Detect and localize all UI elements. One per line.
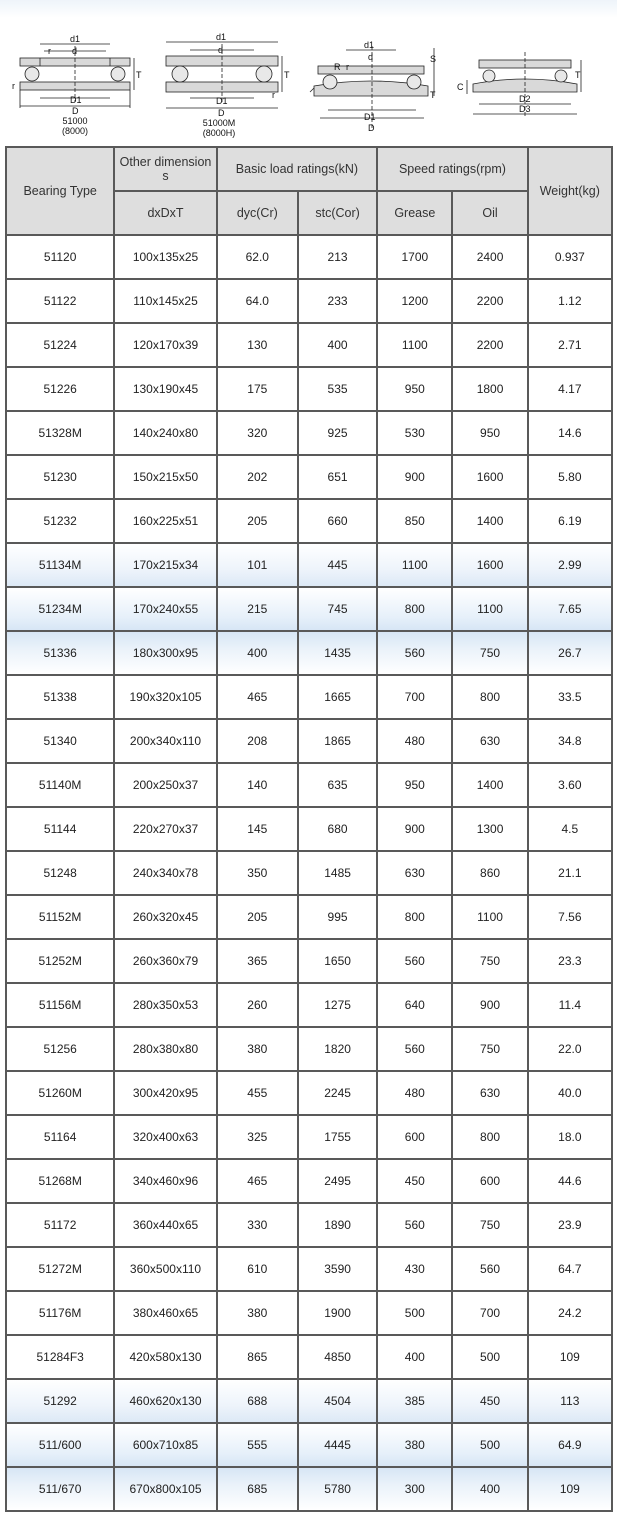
cell-weight: 7.56 [529,896,611,938]
cell-dimensions: 280x380x80 [115,1028,215,1070]
cell-bearing-type: 51272M [7,1248,113,1290]
cell-oil: 750 [453,632,526,674]
cell-weight: 3.60 [529,764,611,806]
label-D1: D1 [216,96,228,106]
cell-grease: 380 [378,1424,451,1466]
cell-stc: 1865 [299,720,376,762]
header-stc: stc(Cor) [299,192,376,234]
cell-weight: 2.71 [529,324,611,366]
header-basic-load-ratings: Basic load ratings(kN) [218,148,377,190]
cell-grease: 500 [378,1292,451,1334]
cell-oil: 1800 [453,368,526,410]
cell-weight: 4.5 [529,808,611,850]
cell-weight: 2.99 [529,544,611,586]
caption-line: 51000 [62,116,88,126]
cell-bearing-type: 51260M [7,1072,113,1114]
cell-stc: 445 [299,544,376,586]
cell-dyc: 260 [218,984,297,1026]
cell-oil: 600 [453,1160,526,1202]
cell-dimensions: 280x350x53 [115,984,215,1026]
label-D: D [218,108,225,118]
label-r: r [346,62,349,72]
label-d1: d1 [364,40,375,50]
cell-weight: 11.4 [529,984,611,1026]
cell-oil: 1600 [453,544,526,586]
bearing-table-container [5,146,611,1512]
cell-bearing-type: 511/670 [7,1468,113,1510]
cell-stc: 651 [299,456,376,498]
cell-bearing-type: 51140M [7,764,113,806]
cell-bearing-type: 51252M [7,940,113,982]
cell-dimensions: 140x240x80 [115,412,215,454]
cell-oil: 750 [453,1204,526,1246]
cell-grease: 560 [378,1204,451,1246]
cell-dimensions: 260x360x79 [115,940,215,982]
cell-dyc: 380 [218,1292,297,1334]
cell-bearing-type: 51268M [7,1160,113,1202]
caption-line: 51000M [202,118,236,128]
header-grease: Grease [378,192,451,234]
label-C: C [457,82,464,92]
diagram-51000 [12,32,142,122]
cell-dyc: 175 [218,368,297,410]
cell-stc: 745 [299,588,376,630]
cell-dyc: 145 [218,808,297,850]
label-T: T [284,70,290,80]
cell-dimensions: 320x400x63 [115,1116,215,1158]
cell-dimensions: 420x580x130 [115,1336,215,1378]
cell-weight: 33.5 [529,676,611,718]
cell-grease: 1700 [378,236,451,278]
cell-stc: 3590 [299,1248,376,1290]
cell-dimensions: 380x460x65 [115,1292,215,1334]
cell-oil: 1400 [453,764,526,806]
label-d: d [368,52,374,62]
table-row [7,1028,611,1070]
header-dyc: dyc(Cr) [218,192,297,234]
cell-dyc: 325 [218,1116,297,1158]
cell-stc: 1650 [299,940,376,982]
cell-grease: 640 [378,984,451,1026]
label-d: d [218,45,224,55]
cell-stc: 635 [299,764,376,806]
cell-oil: 860 [453,852,526,894]
label-r: r [12,81,15,91]
cell-stc: 925 [299,412,376,454]
cell-dyc: 865 [218,1336,297,1378]
cell-weight: 14.6 [529,412,611,454]
cell-bearing-type: 51328M [7,412,113,454]
cell-dyc: 400 [218,632,297,674]
cell-bearing-type: 51248 [7,852,113,894]
cell-weight: 6.19 [529,500,611,542]
table-row [7,1072,611,1114]
cell-bearing-type: 51176M [7,1292,113,1334]
header-speed-ratings: Speed ratings(rpm) [378,148,526,190]
cell-stc: 4504 [299,1380,376,1422]
cell-grease: 400 [378,1336,451,1378]
cell-stc: 680 [299,808,376,850]
cell-bearing-type: 511/600 [7,1424,113,1466]
cell-dimensions: 220x270x37 [115,808,215,850]
cell-weight: 26.7 [529,632,611,674]
cell-bearing-type: 51284F3 [7,1336,113,1378]
cell-dyc: 208 [218,720,297,762]
cell-dyc: 380 [218,1028,297,1070]
cell-weight: 5.80 [529,456,611,498]
cell-dimensions: 600x710x85 [115,1424,215,1466]
cell-bearing-type: 51164 [7,1116,113,1158]
cell-bearing-type: 51340 [7,720,113,762]
cell-dyc: 330 [218,1204,297,1246]
cell-weight: 0.937 [529,236,611,278]
cell-grease: 560 [378,940,451,982]
cell-weight: 23.3 [529,940,611,982]
table-row [7,764,611,806]
cell-stc: 1485 [299,852,376,894]
cell-dimensions: 460x620x130 [115,1380,215,1422]
cell-grease: 1200 [378,280,451,322]
table-row [7,1292,611,1334]
cell-oil: 1100 [453,588,526,630]
table-row [7,984,611,1026]
cell-dyc: 205 [218,896,297,938]
cell-stc: 2495 [299,1160,376,1202]
cell-bearing-type: 51172 [7,1204,113,1246]
cell-grease: 450 [378,1160,451,1202]
cell-dimensions: 260x320x45 [115,896,215,938]
caption-line: (8000) [61,126,88,136]
label-r: r [272,90,275,100]
cell-dimensions: 170x215x34 [115,544,215,586]
table-row [7,720,611,762]
cell-bearing-type: 51256 [7,1028,113,1070]
table-row [7,368,611,410]
cell-bearing-type: 51226 [7,368,113,410]
table-row [7,1160,611,1202]
label-S: S [430,54,437,64]
cell-stc: 1820 [299,1028,376,1070]
cell-bearing-type: 51338 [7,676,113,718]
cell-stc: 1665 [299,676,376,718]
cell-stc: 1890 [299,1204,376,1246]
cell-oil: 1400 [453,500,526,542]
table-row [7,632,611,674]
cell-bearing-type: 51144 [7,808,113,850]
diagram-aligning [306,38,444,133]
cell-dimensions: 670x800x105 [115,1468,215,1510]
cell-stc: 660 [299,500,376,542]
cell-dimensions: 190x320x105 [115,676,215,718]
cell-stc: 233 [299,280,376,322]
table-row [7,852,611,894]
label-D: D [368,123,375,133]
cell-dimensions: 240x340x78 [115,852,215,894]
cell-dimensions: 120x170x39 [115,324,215,366]
cell-oil: 2400 [453,236,526,278]
cell-stc: 4850 [299,1336,376,1378]
cell-grease: 900 [378,808,451,850]
bearing-spec-table [5,146,613,1512]
table-row [7,280,611,322]
cell-grease: 480 [378,720,451,762]
cell-dimensions: 180x300x95 [115,632,215,674]
cell-stc: 1435 [299,632,376,674]
label-d1: d1 [216,32,227,42]
cell-oil: 1600 [453,456,526,498]
cell-oil: 560 [453,1248,526,1290]
header-weight: Weight(kg) [529,148,611,234]
cell-dyc: 350 [218,852,297,894]
cell-weight: 21.1 [529,852,611,894]
table-row [7,1336,611,1378]
cell-oil: 630 [453,1072,526,1114]
cell-dimensions: 160x225x51 [115,500,215,542]
cell-dyc: 215 [218,588,297,630]
cell-grease: 900 [378,456,451,498]
cell-oil: 800 [453,1116,526,1158]
label-r: r [48,46,51,56]
table-row [7,1424,611,1466]
cell-dyc: 320 [218,412,297,454]
cell-dimensions: 170x240x55 [115,588,215,630]
cell-weight: 113 [529,1380,611,1422]
table-row [7,1468,611,1510]
cell-dyc: 688 [218,1380,297,1422]
cell-stc: 5780 [299,1468,376,1510]
label-D3: D3 [519,104,531,114]
cell-weight: 18.0 [529,1116,611,1158]
cell-grease: 800 [378,896,451,938]
cell-weight: 44.6 [529,1160,611,1202]
cell-weight: 7.65 [529,588,611,630]
table-row [7,588,611,630]
cell-grease: 560 [378,632,451,674]
cell-bearing-type: 51120 [7,236,113,278]
header-oil: Oil [453,192,526,234]
cell-bearing-type: 51232 [7,500,113,542]
cell-stc: 1900 [299,1292,376,1334]
table-row [7,1204,611,1246]
cell-bearing-type: 51234M [7,588,113,630]
cell-oil: 500 [453,1424,526,1466]
cell-oil: 1100 [453,896,526,938]
cell-grease: 850 [378,500,451,542]
cell-dyc: 685 [218,1468,297,1510]
table-row [7,544,611,586]
cell-oil: 1300 [453,808,526,850]
cell-oil: 450 [453,1380,526,1422]
label-d: d [72,46,78,56]
cell-dimensions: 100x135x25 [115,236,215,278]
cell-dyc: 62.0 [218,236,297,278]
table-row [7,456,611,498]
cell-oil: 500 [453,1336,526,1378]
diagram-washer [455,48,585,123]
cell-weight: 40.0 [529,1072,611,1114]
cell-grease: 560 [378,1028,451,1070]
cell-bearing-type: 51134M [7,544,113,586]
cell-dimensions: 200x250x37 [115,764,215,806]
cell-oil: 900 [453,984,526,1026]
cell-oil: 700 [453,1292,526,1334]
table-row [7,676,611,718]
cell-oil: 630 [453,720,526,762]
cell-oil: 400 [453,1468,526,1510]
label-T: T [430,90,436,100]
cell-oil: 2200 [453,324,526,366]
cell-weight: 22.0 [529,1028,611,1070]
cell-dyc: 465 [218,676,297,718]
table-row [7,324,611,366]
cell-weight: 64.9 [529,1424,611,1466]
table-row [7,1248,611,1290]
header-dxdxt: dxDxT [115,192,215,234]
cell-dyc: 202 [218,456,297,498]
cell-grease: 1100 [378,544,451,586]
table-row [7,412,611,454]
label-d1: d1 [70,34,81,44]
table-row [7,236,611,278]
cell-weight: 1.12 [529,280,611,322]
cell-dimensions: 200x340x110 [115,720,215,762]
diagram-caption [40,116,110,136]
cell-bearing-type: 51122 [7,280,113,322]
cell-dimensions: 300x420x95 [115,1072,215,1114]
caption-line: (8000H) [202,128,236,138]
cell-weight: 109 [529,1468,611,1510]
cell-grease: 385 [378,1380,451,1422]
cell-dyc: 101 [218,544,297,586]
cell-dimensions: 110x145x25 [115,280,215,322]
table-row [7,896,611,938]
cell-weight: 34.8 [529,720,611,762]
table-row [7,808,611,850]
cell-bearing-type: 51156M [7,984,113,1026]
cell-dimensions: 360x500x110 [115,1248,215,1290]
cell-stc: 2245 [299,1072,376,1114]
label-T: T [575,70,581,80]
table-row [7,940,611,982]
cell-dimensions: 130x190x45 [115,368,215,410]
cell-dyc: 130 [218,324,297,366]
diagram-51000M [160,32,290,122]
label-D2: D2 [519,94,531,104]
cell-dyc: 205 [218,500,297,542]
cell-grease: 630 [378,852,451,894]
cell-dyc: 455 [218,1072,297,1114]
cell-weight: 24.2 [529,1292,611,1334]
diagram-caption [184,118,254,138]
cell-dimensions: 360x440x65 [115,1204,215,1246]
cell-bearing-type: 51292 [7,1380,113,1422]
cell-dyc: 140 [218,764,297,806]
cell-dimensions: 340x460x96 [115,1160,215,1202]
cell-grease: 950 [378,368,451,410]
cell-grease: 800 [378,588,451,630]
cell-dyc: 64.0 [218,280,297,322]
label-T: T [136,70,142,80]
cell-grease: 480 [378,1072,451,1114]
cell-oil: 750 [453,940,526,982]
header-other-dimensions: Other dimension s [115,148,215,190]
cell-bearing-type: 51152M [7,896,113,938]
cell-stc: 1275 [299,984,376,1026]
cell-grease: 1100 [378,324,451,366]
cell-oil: 950 [453,412,526,454]
cell-grease: 530 [378,412,451,454]
header-bearing-type: Bearing Type [7,148,113,234]
cell-bearing-type: 51336 [7,632,113,674]
cell-weight: 109 [529,1336,611,1378]
cell-stc: 4445 [299,1424,376,1466]
cell-dyc: 610 [218,1248,297,1290]
cell-oil: 800 [453,676,526,718]
cell-bearing-type: 51230 [7,456,113,498]
cell-weight: 64.7 [529,1248,611,1290]
label-D1: D1 [364,112,376,122]
cell-dimensions: 150x215x50 [115,456,215,498]
cell-stc: 213 [299,236,376,278]
cell-dyc: 555 [218,1424,297,1466]
cell-grease: 600 [378,1116,451,1158]
cell-oil: 2200 [453,280,526,322]
cell-weight: 4.17 [529,368,611,410]
cell-stc: 535 [299,368,376,410]
table-row [7,500,611,542]
cell-dyc: 465 [218,1160,297,1202]
bearing-diagrams [0,0,617,145]
table-body [7,236,611,1510]
cell-bearing-type: 51224 [7,324,113,366]
cell-oil: 750 [453,1028,526,1070]
cell-stc: 995 [299,896,376,938]
label-D: D [72,106,79,116]
cell-grease: 950 [378,764,451,806]
table-row [7,1380,611,1422]
cell-grease: 700 [378,676,451,718]
cell-stc: 1755 [299,1116,376,1158]
table-row [7,1116,611,1158]
cell-weight: 23.9 [529,1204,611,1246]
cell-stc: 400 [299,324,376,366]
cell-grease: 300 [378,1468,451,1510]
label-D1: D1 [70,95,82,105]
cell-dyc: 365 [218,940,297,982]
cell-grease: 430 [378,1248,451,1290]
label-R: R [334,62,341,72]
